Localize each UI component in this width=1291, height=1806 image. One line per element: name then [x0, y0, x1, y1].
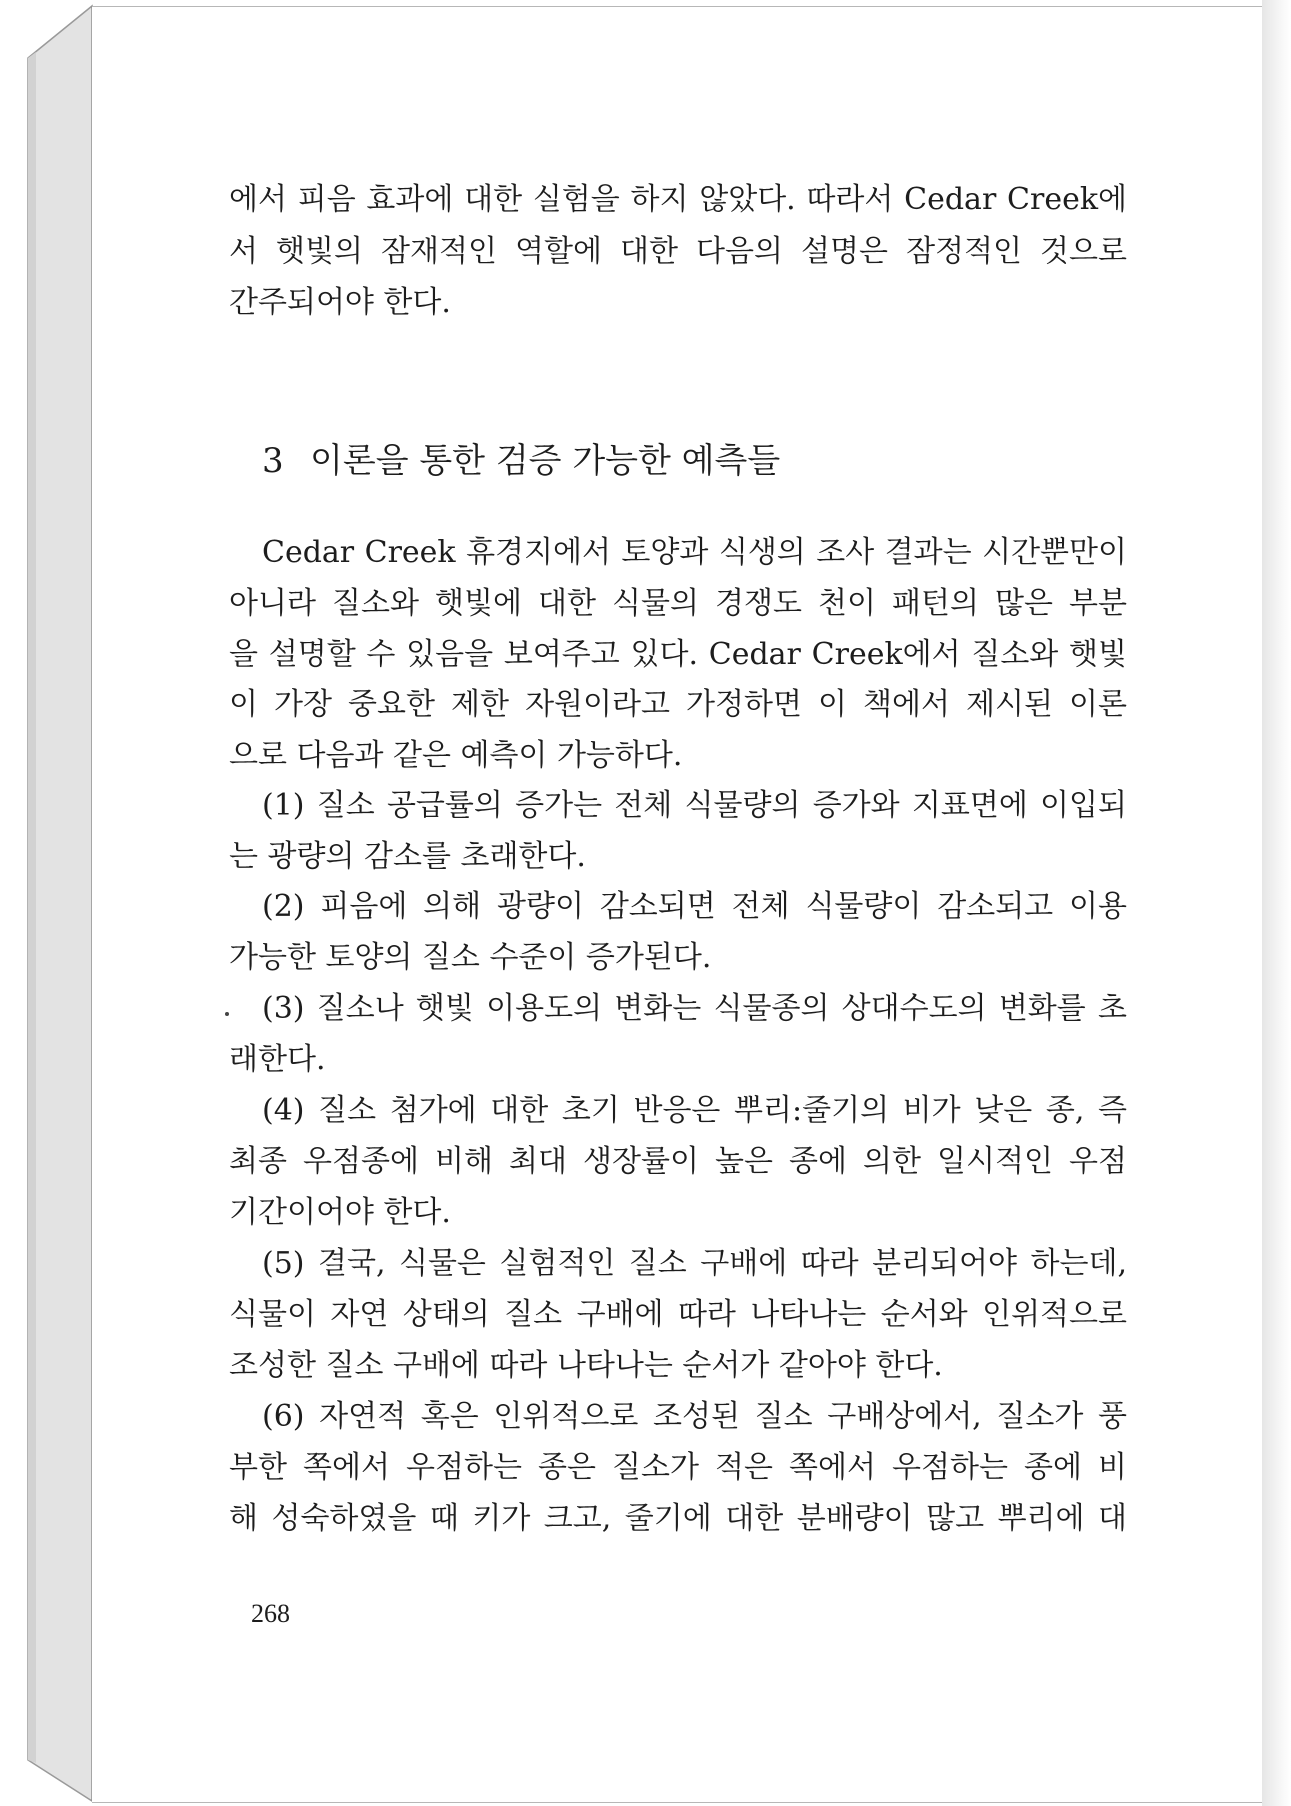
body-line-5: 으로 다음과 같은 예측이 가능하다.	[229, 738, 683, 773]
prediction-1-line-1: (1) 질소 공급률의 증가는 전체 식물량의 증가와 지표면에 이입되	[262, 788, 1127, 823]
prediction-2-line-1: (2) 피음에 의해 광량이 감소되면 전체 식물량이 감소되고 이용	[262, 889, 1127, 924]
section-heading	[262, 433, 780, 482]
intro-line-2: 서 햇빛의 잠재적인 역할에 대한 다음의 설명은 잠정적인 것으로	[229, 234, 1127, 269]
intro-line-1: 에서 피음 효과에 대한 실험을 하지 않았다. 따라서 Cedar Creek에	[229, 182, 1127, 217]
intro-line-3: 간주되어야 한다.	[229, 285, 451, 320]
prediction-5-line-2: 식물이 자연 상태의 질소 구배에 따라 나타나는 순서와 인위적으로	[229, 1297, 1127, 1332]
body-line-2: 아니라 질소와 햇빛에 대한 식물의 경쟁도 천이 패턴의 많은 부분	[229, 586, 1127, 621]
prediction-4-line-1: (4) 질소 첨가에 대한 초기 반응은 뿌리:줄기의 비가 낮은 종, 즉	[262, 1093, 1127, 1128]
section-number: 3	[262, 441, 284, 481]
prediction-6-line-1: (6) 자연적 혹은 인위적으로 조성된 질소 구배상에서, 질소가 풍	[262, 1399, 1127, 1434]
page-number: 268	[251, 1599, 290, 1628]
prediction-6-line-3: 해 성숙하였을 때 키가 크고, 줄기에 대한 분배량이 많고 뿌리에 대	[229, 1501, 1127, 1536]
page-edge-shadow	[1262, 0, 1291, 1806]
prediction-4-line-2: 최종 우점종에 비해 최대 생장률이 높은 종에 의한 일시적인 우점	[229, 1144, 1127, 1179]
prediction-1-line-2: 는 광량의 감소를 초래한다.	[229, 839, 586, 874]
prediction-3-line-1: (3) 질소나 햇빛 이용도의 변화는 식물종의 상대수도의 변화를 초	[262, 991, 1127, 1026]
prediction-2-line-2: 가능한 토양의 질소 수준이 증가된다.	[229, 940, 712, 975]
body-line-1: Cedar Creek 휴경지에서 토양과 식생의 조사 결과는 시간뿐만이	[262, 535, 1127, 570]
stray-mark	[225, 1012, 229, 1016]
body-line-3: 을 설명할 수 있음을 보여주고 있다. Cedar Creek에서 질소와 햇빛	[229, 637, 1127, 672]
prediction-5-line-3: 조성한 질소 구배에 따라 나타나는 순서가 같아야 한다.	[229, 1348, 943, 1383]
body-line-4: 이 가장 중요한 제한 자원이라고 가정하면 이 책에서 제시된 이론	[229, 687, 1127, 722]
section-title: 이론을 통한 검증 가능한 예측들	[310, 441, 781, 481]
prediction-3-line-2: 래한다.	[229, 1042, 326, 1077]
prediction-5-line-1: (5) 결국, 식물은 실험적인 질소 구배에 따라 분리되어야 하는데,	[262, 1246, 1127, 1281]
prediction-4-line-3: 기간이어야 한다.	[229, 1195, 451, 1230]
prediction-6-line-2: 부한 쪽에서 우점하는 종은 질소가 적은 쪽에서 우점하는 종에 비	[229, 1450, 1127, 1485]
